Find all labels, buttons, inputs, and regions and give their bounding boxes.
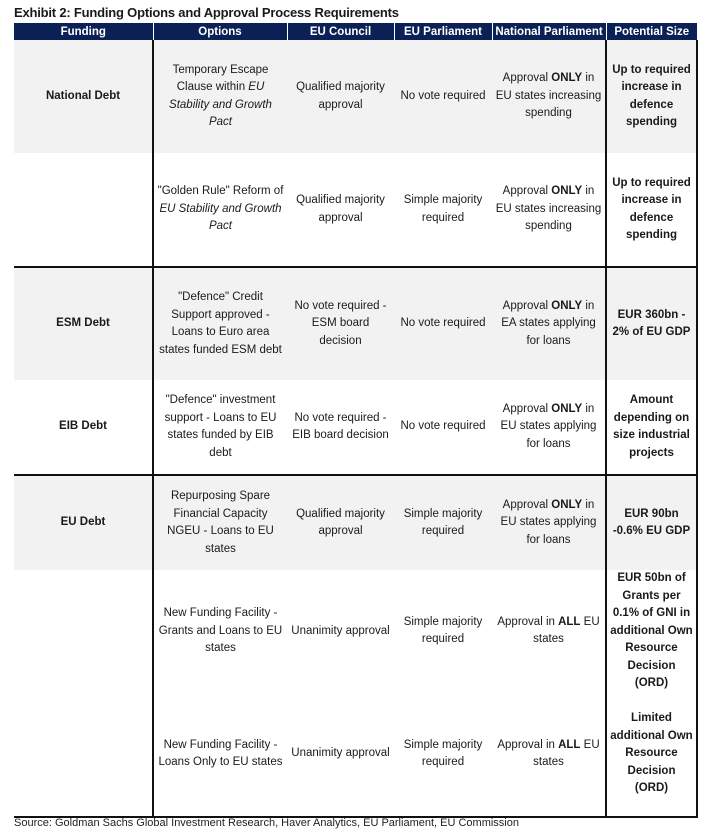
national-parliament-cell: Approval in ALL EU states (492, 693, 606, 817)
eu-parliament-cell: No vote required (394, 380, 492, 475)
table-row (14, 380, 697, 475)
funding-cell: ESM Debt (14, 267, 153, 380)
funding-cell (14, 153, 153, 267)
eu-council-cell: No vote required - EIB board decision (287, 380, 394, 475)
national-parliament-cell: Approval ONLY in EU states increasing spending (492, 153, 606, 267)
options-cell: New Funding Facility - Grants and Loans to EU states (158, 607, 283, 654)
eu-parliament-cell: No vote required (394, 267, 492, 380)
potential-size-cell: Amount depending on size industrial projects (606, 380, 697, 475)
header-national-parliament: National Parliament (492, 23, 606, 40)
national-parliament-cell: Approval ONLY in EU states applying for loans (492, 380, 606, 475)
header-eu-council: EU Council (287, 23, 394, 40)
eu-council-cell: Unanimity approval (291, 624, 390, 637)
eu-council-cell: Qualified majority approval (287, 40, 394, 153)
eu-parliament-cell: No vote required (394, 40, 492, 153)
potential-size-cell: Limited additional Own Resource Decision (ORD) (606, 693, 697, 817)
funding-cell: EU Debt (14, 475, 153, 570)
source-note: Source: Goldman Sachs Global Investment Research, Haver Analytics, EU Parliament, EU Commission (14, 817, 519, 829)
header-potential-size: Potential Size (606, 23, 697, 40)
eu-parliament-cell: Simple majority required (394, 475, 492, 570)
potential-size-cell: EUR 90bn -0.6% EU GDP (606, 475, 697, 570)
options-cell: "Defence" investment support - Loans to EU states funded by EIB debt (153, 380, 287, 475)
eu-council-cell: Qualified majority approval (287, 153, 394, 267)
funding-cell (14, 570, 153, 693)
table-row (14, 40, 697, 153)
funding-options-table (14, 23, 698, 818)
eu-parliament-cell: Simple majority required (403, 615, 483, 646)
eu-council-cell: Unanimity approval (287, 693, 394, 817)
header-funding: Funding (14, 23, 153, 40)
table-header-row (14, 23, 697, 40)
options-cell: "Defence" Credit Support approved - Loans to Euro area states funded ESM debt (153, 267, 287, 380)
table-row (14, 570, 697, 693)
table-row (14, 153, 697, 267)
eu-parliament-cell: Simple majority required (394, 153, 492, 267)
options-cell: Repurposing Spare Financial Capacity NGEU - Loans to EU states (153, 475, 287, 570)
national-parliament-cell: Approval ONLY in EU states applying for loans (492, 475, 606, 570)
national-parliament-cell: Approval ONLY in EU states increasing spending (492, 40, 606, 153)
potential-size-cell: Up to required increase in defence spending (606, 40, 697, 153)
eu-parliament-cell: Simple majority required (394, 693, 492, 817)
table-row (14, 475, 697, 570)
potential-size-cell: EUR 50bn of Grants per 0.1% of GNI in additional Own Resource Decision (ORD) (606, 570, 697, 693)
header-options: Options (153, 23, 287, 40)
eu-council-cell: Qualified majority approval (287, 475, 394, 570)
national-parliament-cell: Approval in ALL EU states (497, 615, 600, 646)
options-cell: New Funding Facility - Loans Only to EU states (153, 693, 287, 817)
exhibit-title: Exhibit 2: Funding Options and Approval Process Requirements (14, 5, 399, 20)
header-eu-parliament: EU Parliament (394, 23, 492, 40)
potential-size-cell: EUR 360bn - 2% of EU GDP (606, 267, 697, 380)
options-cell: Temporary Escape Clause within EU Stability and Growth Pact (153, 40, 287, 153)
table-row (14, 267, 697, 380)
funding-cell (14, 693, 153, 817)
national-parliament-cell: Approval ONLY in EA states applying for loans (492, 267, 606, 380)
eu-council-cell: No vote required - ESM board decision (287, 267, 394, 380)
funding-cell: National Debt (14, 40, 153, 153)
funding-cell: EIB Debt (14, 380, 153, 475)
table-row (14, 693, 697, 817)
options-cell: "Golden Rule" Reform of EU Stability and Growth Pact (153, 153, 287, 267)
potential-size-cell: Up to required increase in defence spending (606, 153, 697, 267)
